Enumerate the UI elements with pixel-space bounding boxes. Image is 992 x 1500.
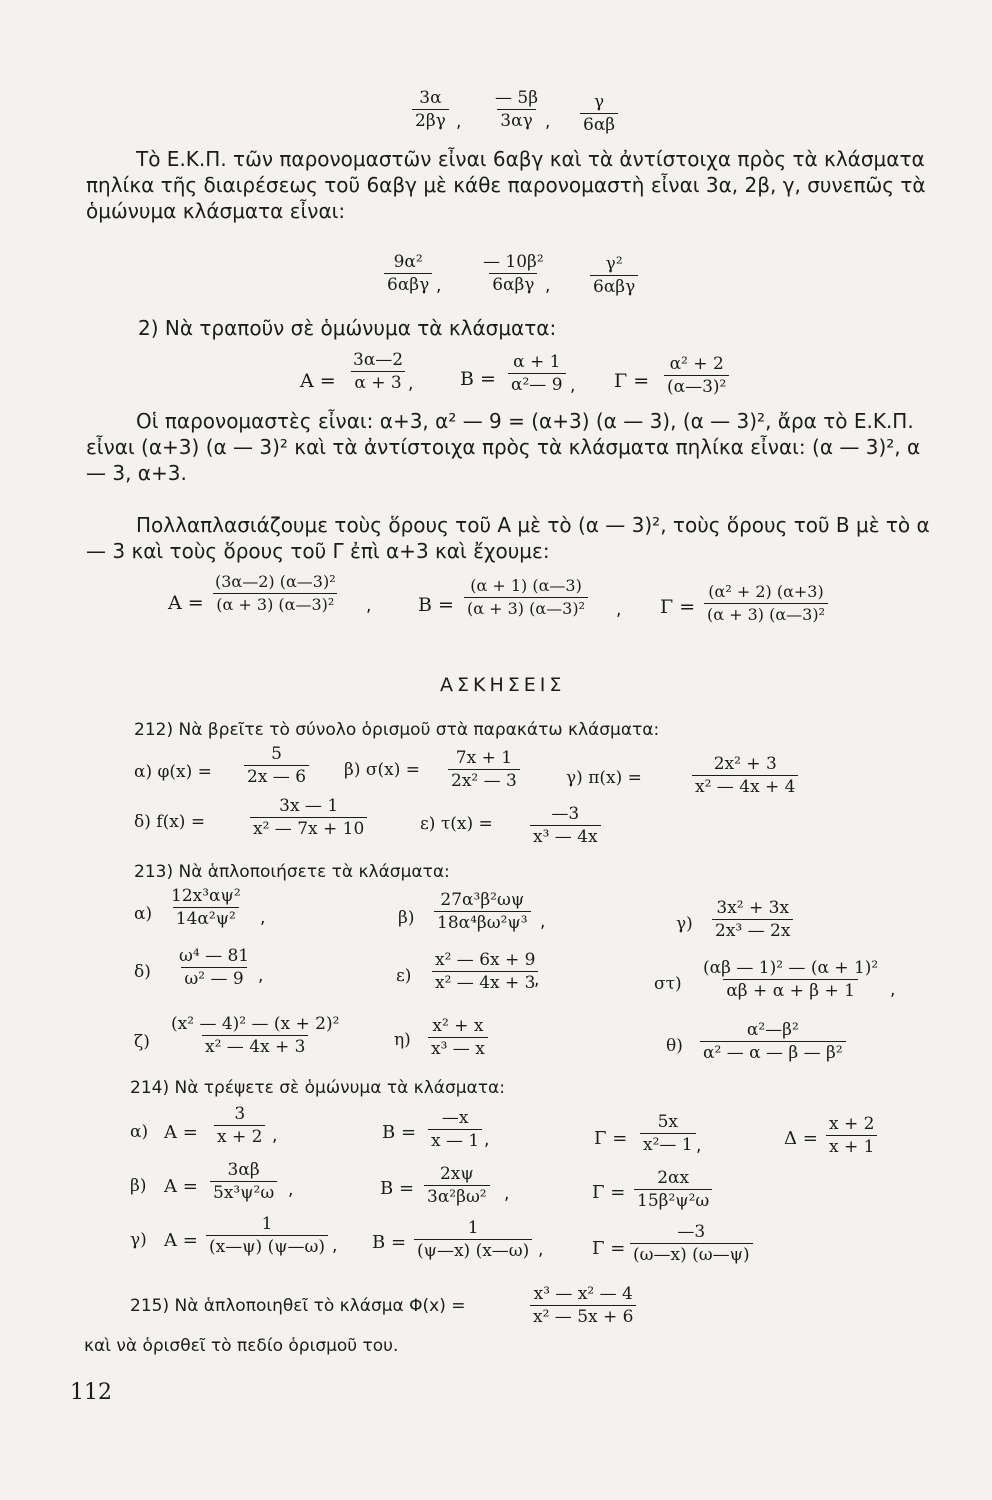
comma: , [436,276,442,296]
ex212-e-label: ε) τ(x) = [420,814,493,834]
label-B: Β = [460,368,496,390]
fraction-9a2 [384,252,432,295]
numerator: 1 [261,1214,273,1234]
ex213-f-fraction [700,958,881,1001]
denominator: 5x³ψ²ω [210,1181,277,1203]
numerator: 2xψ [439,1164,474,1184]
comma: , [890,980,896,1000]
ex213-h-label: η) [394,1030,411,1050]
ex214-a-B-fraction [428,1108,482,1151]
denominator: 3α²βω² [424,1185,490,1207]
numerator: —3 [551,804,580,824]
ex214-a-D-label: Δ = [784,1128,818,1149]
exercises-heading: ΑΣΚΗΣΕΙΣ [440,674,566,696]
denominator: α² — α — β — β² [700,1041,846,1063]
comma: , [408,374,414,394]
comma: , [545,112,551,132]
comma: , [288,1180,294,1200]
comma: , [504,1184,510,1204]
numerator: 3x — 1 [279,796,339,816]
denominator: x — 1 [428,1129,482,1151]
denominator: α²— 9 [508,373,566,395]
denominator: x²— 1 [640,1133,696,1155]
fraction-B-result [464,576,588,619]
ex213-g-fraction [168,1014,342,1057]
fraction-g-6ab [580,92,618,135]
comma: , [570,376,576,396]
denominator: x + 1 [826,1135,877,1157]
numerator: (x² — 4)² — (x + 2)² [171,1014,340,1034]
ex212-e-fraction [530,804,601,847]
ex214-c-G-label: Γ = [592,1238,626,1259]
denominator: 6αβγ [384,273,432,295]
fraction-A-result [212,572,339,615]
ex214-b-A-fraction [210,1160,277,1203]
numerator: 5x [657,1112,679,1132]
ex213-a-fraction [168,886,244,929]
numerator: α²—β² [746,1020,799,1040]
comma: , [534,970,540,990]
denominator: 14α²ψ² [173,907,239,929]
numerator: (α + 1) (α—3) [470,576,582,595]
ex214-c-G-fraction [630,1222,753,1265]
denominator: x² — 4x + 3 [432,971,538,993]
label-A: Α = [168,592,204,614]
numerator: ω⁴ — 81 [179,946,250,966]
numerator: —3 [677,1222,706,1242]
numerator: α² + 2 [669,354,724,374]
fraction-10b2 [480,252,547,295]
numerator: 3α—2 [353,350,404,370]
ex213-d-label: δ) [134,962,151,982]
ex212-c-fraction [692,754,798,797]
numerator: (αβ — 1)² — (α + 1)² [703,958,879,978]
denominator: x² — 4x + 4 [692,775,798,797]
denominator: 2x — 6 [244,765,309,787]
denominator: 2x² — 3 [448,769,520,791]
exercise-214-title: 214) Νὰ τρέψετε σὲ ὁμώνυμα τὰ κλάσματα: [130,1078,505,1098]
ex214-c-A-label: Α = [164,1230,198,1251]
comma: , [456,112,462,132]
ex213-f-label: στ) [654,974,682,994]
ex213-e-fraction [432,950,538,993]
fraction-B [508,352,566,395]
ex214-b-G-fraction [634,1168,712,1211]
ex214-a-G-fraction [640,1112,696,1155]
numerator: — 5β [495,88,539,108]
numerator: — 10β² [483,252,544,272]
ex212-d-fraction [250,796,367,839]
ex213-e-label: ε) [396,966,412,986]
numerator: α + 1 [513,352,561,372]
denominator: (ψ—x) (x—ω) [414,1239,532,1261]
example-2-title: 2) Νὰ τραποῦν σὲ ὁμώνυμα τὰ κλάσματα: [138,316,557,340]
comma: , [260,908,266,928]
denominator: x³ — 4x [530,825,601,847]
exercise-212-title: 212) Νὰ βρεῖτε τὸ σύνολο ὁρισμοῦ στὰ παρακάτω κλάσματα: [134,720,660,740]
denominator: (α—3)² [664,375,729,397]
numerator: 3x² + 3x [716,898,790,918]
label-Gamma: Γ = [614,370,650,392]
ex214-c-A-fraction [206,1214,328,1257]
denominator: x² — 4x + 3 [202,1035,308,1057]
multiply-terms-paragraph: Πολλαπλασιάζουμε τοὺς ὅρους τοῦ Α μὲ τὸ (α — 3)², τοὺς ὅρους τοῦ Β μὲ τὸ α — 3 καὶ τοὺς ὅρους τοῦ Γ ἐπὶ α+3 καὶ ἔχουμε: [86,513,930,563]
ex213-c-label: γ) [676,914,693,934]
denominator: 6αβ [580,113,618,135]
numerator: x² — 6x + 9 [435,950,536,970]
comma: , [696,1136,702,1156]
denominator: (α + 3) (α—3)² [704,603,828,625]
numerator: 5 [271,744,282,764]
ex214-b-B-fraction [424,1164,490,1207]
denominator: 6αβγ [590,275,638,297]
ex212-c-label: γ) π(x) = [566,768,642,788]
ex214-a-G-label: Γ = [594,1128,628,1149]
denominator: (ω—x) (ω—ψ) [630,1243,753,1265]
comma: , [366,596,372,616]
ex214-b-G-label: Γ = [592,1182,626,1203]
numerator: 12x³αψ² [171,886,241,906]
exercise-215-title: 215) Νὰ ἁπλοποιηθεῖ τὸ κλάσμα Φ(x) = [130,1296,466,1316]
denominator: x² — 5x + 6 [530,1305,636,1327]
numerator: γ² [605,254,623,274]
ex214-b-A-label: Α = [164,1176,198,1197]
comma: , [545,276,551,296]
numerator: 27α³β²ωψ [440,890,525,910]
denominator: αβ + α + β + 1 [723,979,858,1001]
numerator: x³ — x² — 4 [533,1284,633,1304]
ex214-a-D-fraction [826,1114,877,1157]
label-B: Β = [418,594,454,616]
ex212-b-label: β) σ(x) = [344,760,420,780]
numerator: x² + x [432,1016,484,1036]
exercise-213-title: 213) Νὰ ἁπλοποιήσετε τὰ κλάσματα: [134,862,450,882]
numerator: 9α² [393,252,423,272]
ex214-a-B-label: Β = [382,1122,417,1143]
denominator: 2βγ [412,109,449,131]
comma: , [538,1240,544,1260]
denominator: 15β²ψ²ω [634,1189,712,1211]
comma: , [272,1126,278,1146]
label-A: Α = [300,370,336,392]
numerator: 2x² + 3 [713,754,777,774]
comma: , [332,1236,338,1256]
numerator: (α² + 2) (α+3) [708,582,824,601]
ex213-g-label: ζ) [134,1032,150,1052]
denominator: (α + 3) (α—3)² [464,597,588,619]
fraction-Gamma [664,354,729,397]
denominators-paragraph: Οἱ παρονομαστὲς εἶναι: α+3, α² — 9 = (α+3) (α — 3), (α — 3)², ἄρα τὸ Ε.Κ.Π. εἶναι (α+3) (α — 3)² καὶ τὰ ἀντίστοιχα πρὸς τὰ κλάσματα πηλίκα εἶναι: (α — 3)², α — 3, α+3. [86,409,921,485]
fraction-3a-2bg [412,88,449,131]
denominator: x³ — x [428,1037,488,1059]
fraction-5b-3ag [492,88,541,131]
denominator: (α + 3) (α—3)² [213,593,337,615]
ex212-b-fraction [448,748,520,791]
ex213-h-fraction [428,1016,488,1059]
numerator: 7x + 1 [455,748,513,768]
denominator: 18α⁴βω²ψ³ [434,911,531,933]
ex213-i-label: θ) [666,1036,683,1056]
exercise-215-tail: καὶ νὰ ὁρισθεῖ τὸ πεδίο ὁρισμοῦ του. [84,1336,399,1356]
ex214-b-B-label: Β = [380,1178,415,1199]
ex214-c-B-fraction [414,1218,532,1261]
numerator: 3αβ [227,1160,260,1180]
ex213-b-fraction [434,890,531,933]
ex212-d-label: δ) f(x) = [134,812,206,832]
denominator: (x—ψ) (ψ—ω) [206,1235,328,1257]
page-number: 112 [70,1380,112,1405]
fraction-Gamma-result [704,582,828,625]
ex214-a-A-fraction [214,1104,265,1147]
ex213-i-fraction [700,1020,846,1063]
ex213-b-label: β) [398,908,415,928]
numerator: 1 [467,1218,479,1238]
numerator: —x [441,1108,469,1128]
ex214-a-A-label: Α = [164,1122,198,1143]
comma: , [258,966,264,986]
denominator: 2x³ — 2x [712,919,793,941]
ex213-d-fraction [176,946,252,989]
comma: , [540,912,546,932]
label-Gamma: Γ = [660,596,696,618]
ex214-a-label: α) [130,1122,149,1142]
ex214-c-label: γ) [130,1230,147,1250]
numerator: 2αx [657,1168,690,1188]
fraction-g2 [590,254,638,297]
comma: , [616,600,622,620]
fraction-A [350,350,406,393]
denominator: 3αγ [497,109,535,131]
lcm-explanation-paragraph: Τὸ Ε.Κ.Π. τῶν παρονομαστῶν εἶναι 6αβγ καὶ τὰ ἀντίστοιχα πρὸς τὰ κλάσματα πηλίκα τῆς διαιρέσεως τοῦ 6αβγ μὲ κάθε παρονομαστὴ εἶναι 3α, 2β, γ, συνεπῶς τὰ ὁμώνυμα κλάσματα εἶναι: [86,147,926,223]
ex213-c-fraction [712,898,793,941]
denominator: α + 3 [351,371,404,393]
ex215-fraction [530,1284,636,1327]
numerator: 3 [234,1104,246,1124]
ex213-a-label: α) [134,904,153,924]
ex214-b-label: β) [130,1176,147,1196]
denominator: x + 2 [214,1125,265,1147]
ex214-c-B-label: Β = [372,1232,407,1253]
numerator: γ [593,92,605,112]
numerator: (3α—2) (α—3)² [215,572,336,591]
denominator: ω² — 9 [181,967,246,989]
ex212-a-fraction [244,744,309,787]
numerator: x + 2 [829,1114,875,1134]
numerator: 3α [419,88,442,108]
denominator: 6αβγ [489,273,537,295]
ex212-a-label: α) φ(x) = [134,762,212,782]
comma: , [484,1130,490,1150]
denominator: x² — 7x + 10 [250,817,367,839]
